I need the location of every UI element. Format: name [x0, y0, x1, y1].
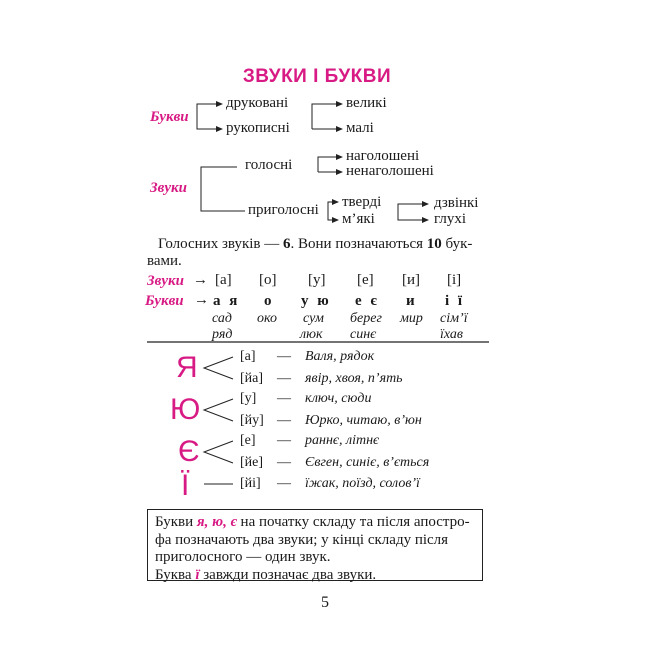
big-letter-ya: Я [176, 351, 198, 384]
examples-yu-2: Юрко, читаю, в’юн [305, 413, 422, 428]
leaf-capital: великі [346, 95, 387, 111]
big-letter-yu: Ю [170, 393, 201, 426]
letters-label: Букви [150, 109, 189, 125]
sounds-label: Звуки [150, 180, 187, 196]
example-word: сім’ї [440, 311, 468, 326]
leaf-voiced: дзвінкі [434, 195, 479, 211]
example-word: сум [303, 311, 324, 326]
table-letters-label: Букви [145, 293, 184, 309]
leaf-hard: тверді [342, 194, 382, 210]
letter-cell: о [264, 293, 272, 309]
branch-vowels: голосні [245, 157, 293, 173]
dash: — [277, 391, 291, 406]
example-word: око [257, 311, 278, 326]
examples-yi-1: їжак, поїзд, солов’ї [305, 476, 420, 491]
example-word: ряд [212, 327, 233, 342]
example-word: берег [350, 311, 382, 326]
big-letter-yi: Ї [181, 469, 190, 502]
rule-paragraph-1: Букви я, ю, є на початку складу та після апостро-фа позначають два звуки; у кінці складу після приголосного — один звук. [155, 514, 470, 565]
example-word: їхав [440, 327, 463, 342]
dash: — [277, 371, 291, 386]
table-sounds-label: Звуки [147, 273, 184, 289]
dash: — [277, 433, 291, 448]
examples-ya-1: Валя, рядок [305, 349, 375, 364]
rule-paragraph-2: Буква ї завжди позначає два звуки. [155, 566, 377, 583]
dash: — [277, 349, 291, 364]
leaf-small: малі [346, 120, 374, 136]
letter-cell: у ю [301, 293, 329, 309]
sound-yi-1: [йі] [240, 476, 261, 491]
sound-yu-1: [у] [240, 391, 257, 406]
letter-cell: е є [355, 293, 377, 309]
dash: — [277, 413, 291, 428]
sound-cell: [о] [259, 272, 277, 288]
examples-ye-1: раннє, літнє [305, 433, 380, 448]
dash: — [277, 455, 291, 470]
sound-cell: [у] [308, 272, 326, 288]
sound-cell: [а] [215, 272, 232, 288]
rule-box [147, 509, 483, 581]
sound-cell: [и] [402, 272, 421, 288]
vowels-intro-line2: вами. [147, 253, 182, 269]
dash: — [277, 476, 291, 491]
leaf-unstressed: ненаголошені [346, 163, 434, 179]
sound-ya-1: [а] [240, 349, 256, 364]
page-number: 5 [321, 594, 329, 611]
examples-yu-1: ключ, сюди [305, 391, 372, 406]
sound-yu-2: [йу] [240, 413, 264, 428]
big-letter-ye: Є [178, 435, 200, 468]
sound-cell: [е] [357, 272, 374, 288]
examples-ya-2: явір, хвоя, п’ять [305, 371, 403, 386]
sound-ye-2: [йе] [240, 455, 264, 470]
sound-cell: [і] [447, 272, 462, 288]
letter-cell: і ї [445, 293, 463, 309]
table-sounds-arrow: → [193, 272, 208, 288]
leaf-soft: м’які [342, 211, 375, 227]
table-letters-arrow: → [194, 292, 209, 308]
example-word: синє [350, 327, 377, 342]
examples-ye-2: Євген, синіє, в’ється [305, 455, 430, 470]
leaf-voiceless: глухі [434, 211, 467, 227]
leaf-stressed: наголошені [346, 148, 420, 164]
branch-consonants: приголосні [248, 202, 319, 218]
example-word: сад [212, 311, 232, 326]
sound-ya-2: [йа] [240, 371, 264, 386]
page-title: ЗВУКИ І БУКВИ [242, 66, 392, 87]
example-word: люк [300, 327, 323, 342]
vowels-intro-line1: Голосних звуків — 6. Вони позначаються 10 бук- [158, 236, 473, 252]
branch-printed: друковані [226, 95, 289, 111]
letter-cell: а я [213, 293, 238, 309]
letter-cell: и [406, 293, 415, 309]
branch-handwritten: рукописні [226, 120, 290, 136]
example-word: мир [400, 311, 423, 326]
sound-ye-1: [е] [240, 433, 256, 448]
